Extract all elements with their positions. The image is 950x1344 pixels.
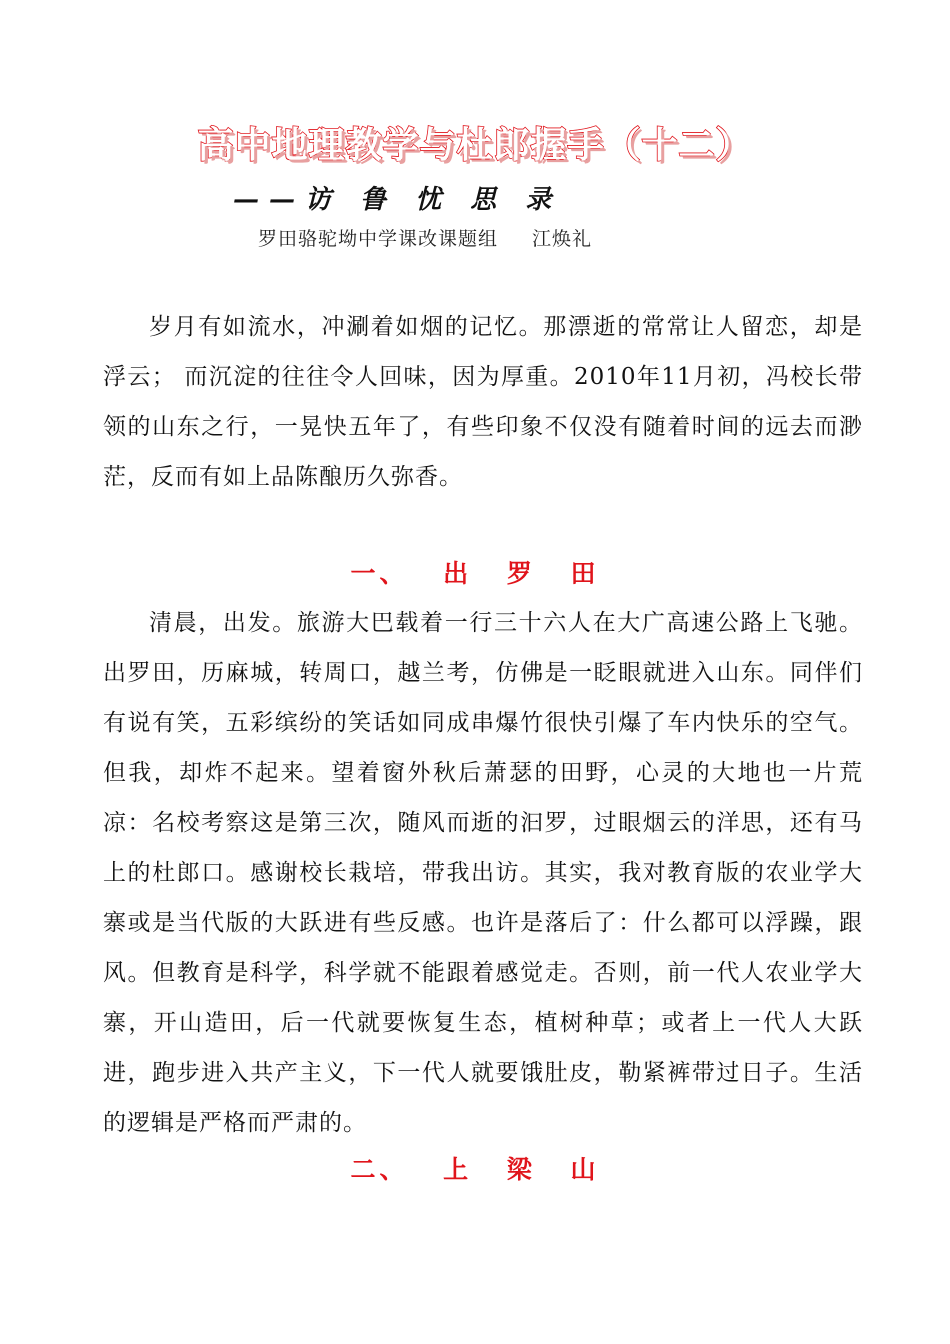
intro-paragraph: 岁月有如流水，冲涮着如烟的记忆。那漂逝的常常让人留恋，却是浮云； 而沉淀的往往令人回味，因为厚重。2010年11月初，冯校长带领的山东之行，一晃快五年了，有些印象不仅没有随着时间的远去而渺茫，反而有如上品陈酿历久弥香。 bbox=[103, 314, 863, 490]
byline bbox=[258, 224, 592, 254]
section-heading-2: 二、 上 梁 山 bbox=[350, 1155, 600, 1184]
document-subtitle: ——访 鲁 忧 思 录 bbox=[233, 185, 562, 215]
section-heading-1: 一、 出 罗 田 bbox=[350, 559, 600, 588]
author-name: 江焕礼 bbox=[532, 228, 593, 250]
document-title: 高中地理教学与杜郎握手（十二） bbox=[197, 125, 753, 166]
affiliation: 罗田骆驼坳中学课改课题组 bbox=[258, 228, 499, 250]
section-1-paragraph: 清晨，出发。旅游大巴载着一行三十六人在大广高速公路上飞驰。出罗田，历麻城，转周口，越兰考，仿佛是一眨眼就进入山东。同伴们有说有笑，五彩缤纷的笑话如同成串爆竹很快引爆了车内快乐的空气。但我，却炸不起来。望着窗外秋后萧瑟的田野，心灵的大地也一片荒凉：名校考察这是第三次，随风而逝的汩罗，过眼烟云的洋思，还有马上的杜郎口。感谢校长栽培，带我出访。其实，我对教育版的农业学大寨或是当代版的大跃进有些反感。也许是落后了：什么都可以浮躁，跟风。但教育是科学，科学就不能跟着感觉走。否则，前一代人农业学大寨，开山造田，后一代就要恢复生态，植树种草；或者上一代人大跃进，跑步进入共产主义，下一代人就要饿肚皮，勒紧裤带过日子。生活的逻辑是严格而严肃的。 bbox=[103, 610, 863, 1136]
